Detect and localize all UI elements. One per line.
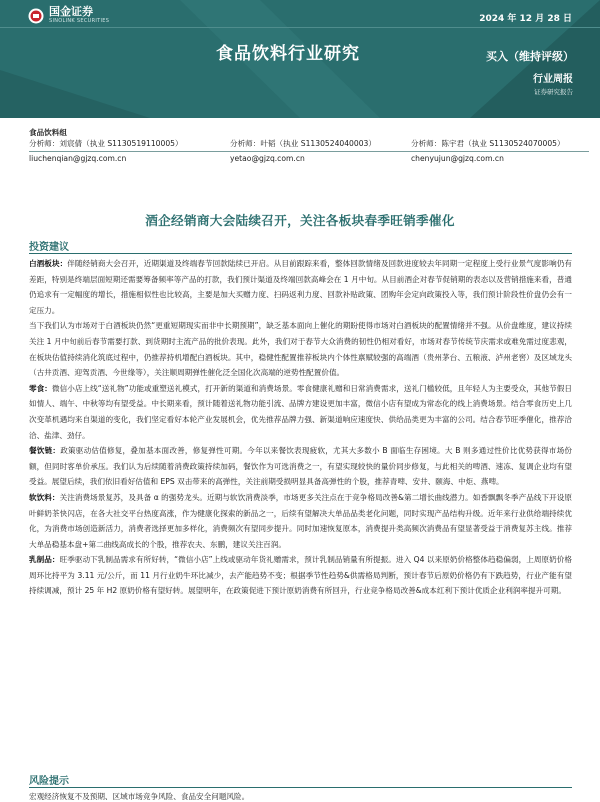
section-heading-invest: 投资建议 — [29, 242, 69, 253]
report-type: 行业周报 — [533, 74, 573, 85]
analyst-name: 分析师：叶韬（执业 S1130524040003） — [230, 139, 376, 148]
section-rule — [29, 253, 572, 254]
company-logo — [28, 6, 109, 25]
rating-badge: 买入（维持评级） — [486, 50, 574, 63]
paragraph-soft-drinks — [29, 490, 572, 552]
logo-text-en: SINOLINK SECURITIES — [49, 18, 110, 24]
analyst-name: 分析师：刘宸倩（执业 S1130519110005） — [29, 139, 183, 148]
report-header — [0, 0, 600, 118]
article-body — [29, 256, 572, 599]
report-date: 2024 年 12 月 28 日 — [479, 14, 572, 24]
section-rule — [29, 787, 572, 788]
paragraph-dairy — [29, 552, 572, 599]
paragraph-baijiu-view — [29, 318, 572, 380]
paragraph-label: 白酒板块： — [29, 259, 68, 268]
logo-icon — [28, 8, 44, 24]
paragraph-text: 伴随经销商大会召开，近期渠道及终端春节回款陆续已开启。从目前跟踪来看，整体回款情绪及回款进度较去年同期一定程度上受行业景气度影响仍有差距，特别是终端层面短期还需要筹备频率等产品的打款，我们预计渠道及终端回款高峰会在 1 月中旬。从目前酒企对春节促销期的表态以及营销措施来看，普通仍追求有一定幅度的增长，措施相似性也比较高，主要是加大买赠力度、扫码返利力度、回款补贴政策、团购年会定向政策投入等，我们预计阶段性价盘仍会有一定压力。 — [29, 259, 572, 315]
paragraph-snacks — [29, 381, 572, 443]
main-headline: 酒企经销商大会陆续召开，关注各板块春季旺销季催化 — [145, 213, 455, 228]
paragraph-catering — [29, 443, 572, 490]
paragraph-text: 微信小店上线“送礼物”功能或重塑送礼模式，打开新的渠道和消费场景。零食健康礼赠和日常消费需求，送礼门槛较低，且年轻人为主要受众，其他节假日如情人、端午、中秋等均有望受益。中长期来看，预计随着送礼物功能引流、品牌方建设更加丰富，微信小店有望成为常态化的线上消费场景。结合零食历史上几次变革机遇均来自渠道的变化，我们坚定看好本轮产业发展机会，优先推荐品牌力强、新渠道响应速度快、供给品类更为丰富的公司。结合春节旺季催化，推荐洽洽、盐津、劲仔。 — [29, 383, 572, 440]
section-heading-risk: 风险提示 — [29, 776, 69, 787]
paragraph-label: 餐饮链： — [29, 446, 61, 456]
industry-group: 食品饮料组 — [29, 128, 67, 137]
paragraph-label: 软饮料： — [29, 492, 60, 502]
logo-text-cn: 国金证券 — [49, 5, 93, 18]
analyst-name: 分析师：陈宇君（执业 S1130524070005） — [411, 139, 565, 148]
paragraph-text: 当下我们认为市场对于白酒板块仍然“更重短期现实而非中长期预期”，缺乏基本面向上催化的期盼使得市场对白酒板块的配置情绪并不强。从价盘维度，建议持续关注 1 月中旬前后春节需要打款、到货期时主流产品的批价表现。此外，我们对于春节大众消费的韧性仍相对看好，市场对春节传统节庆需求或难免需过度悲观，在板块估值持续消化筑底过程中，仍推荐持机增配白酒板块。其中，稳健性配置推荐板块内个体性禀赋较强的高端酒（贵州茅台、五粮液、泸州老窖）及区域龙头（古井贡酒、迎驾贡酒、今世缘等），关注顺周期弹性催化泛全国化次高端的逆势性配置价值。 — [29, 321, 572, 378]
analyst-divider — [29, 151, 589, 152]
paragraph-baijiu — [29, 256, 572, 318]
risk-text: 宏观经济恢复不及预期、区域市场竞争风险、食品安全问题风险。 — [29, 792, 250, 801]
analyst-block — [29, 127, 589, 164]
paragraph-text: 关注消费场景复苏，及具备 α 的强势龙头。近期与软饮消费淡季，市场更多关注点在于竞争格局改善&第二增长曲线潜力。如香飘飘冬季产品线下开设原叶鲜奶茶快闪店，在各大社交平台热度高涨，作为健康化探索的新品之一，后续有望解决大单品品类老化问题，同时实现产品结构升级。近年来行业供给端持续优化，为消费市场创造新活力，消费者选择更加多样化，消费频次有望同步提升。同时加速恢复原本，消费提升类高频次消费品有望显著受益于消费复苏主线。推荐大单品稳基本盘+第二曲线高成长的个股，推荐农夫、东鹏，建议关注百润。 — [29, 492, 572, 549]
paragraph-text: 政策驱动估值修复，叠加基本面改善，修复弹性可期。今年以来餐饮表现疲软，尤其大多数小 B 面临生存困境。大 B 则多通过性价比优势获得市场份额，但同时客单价承压。我们认为后续随着消费政策持续加码，餐饮作为可选消费之一，有望实现较快的量价同步修复，与此相关的啤酒、速冻、复调企业均有望受益。展望后续，我们依旧看好估值和 EPS 双击带来的高弹性，关注前期受损明显具备高弹性的个股，推荐青啤、安井、颐海、中炬、燕啤。 — [29, 446, 572, 487]
paragraph-label: 零食： — [29, 383, 52, 393]
paragraph-label: 乳制品： — [29, 555, 60, 565]
header-rule — [0, 27, 600, 28]
report-title: 食品饮料行业研究 — [216, 44, 360, 64]
report-subtitle: 证券研究报告 — [534, 88, 573, 96]
paragraph-text: 旺季驱动下乳制品需求有所好转，“微信小店”上线或驱动年货礼赠需求，预计乳制品销量有所提振。进入 Q4 以来原奶价格整体趋稳偏弱，上周原奶价格周环比持平为 3.11 元/公斤，而 11 月行业奶牛环比减少，去产能趋势不变；根据季节性趋势&供需格局判断，预计春节后原奶价格仍有下跌趋势，行业产能有望持续调减，预计 25 年 H2 原奶价格有望好转。展望明年，在政策促进下预计原奶消费有所回升，行业竞争格局改善&成本红利下预计优质企业利润率提升可期。 — [29, 555, 573, 596]
analyst-email[interactable]: liuchenqian@gjzq.com.cn — [29, 154, 127, 163]
analyst-names-row — [29, 138, 589, 149]
analyst-email[interactable]: yetao@gjzq.com.cn — [230, 154, 305, 163]
analyst-email[interactable]: chenyujun@gjzq.com.cn — [411, 154, 504, 163]
analyst-emails-row — [29, 153, 589, 164]
